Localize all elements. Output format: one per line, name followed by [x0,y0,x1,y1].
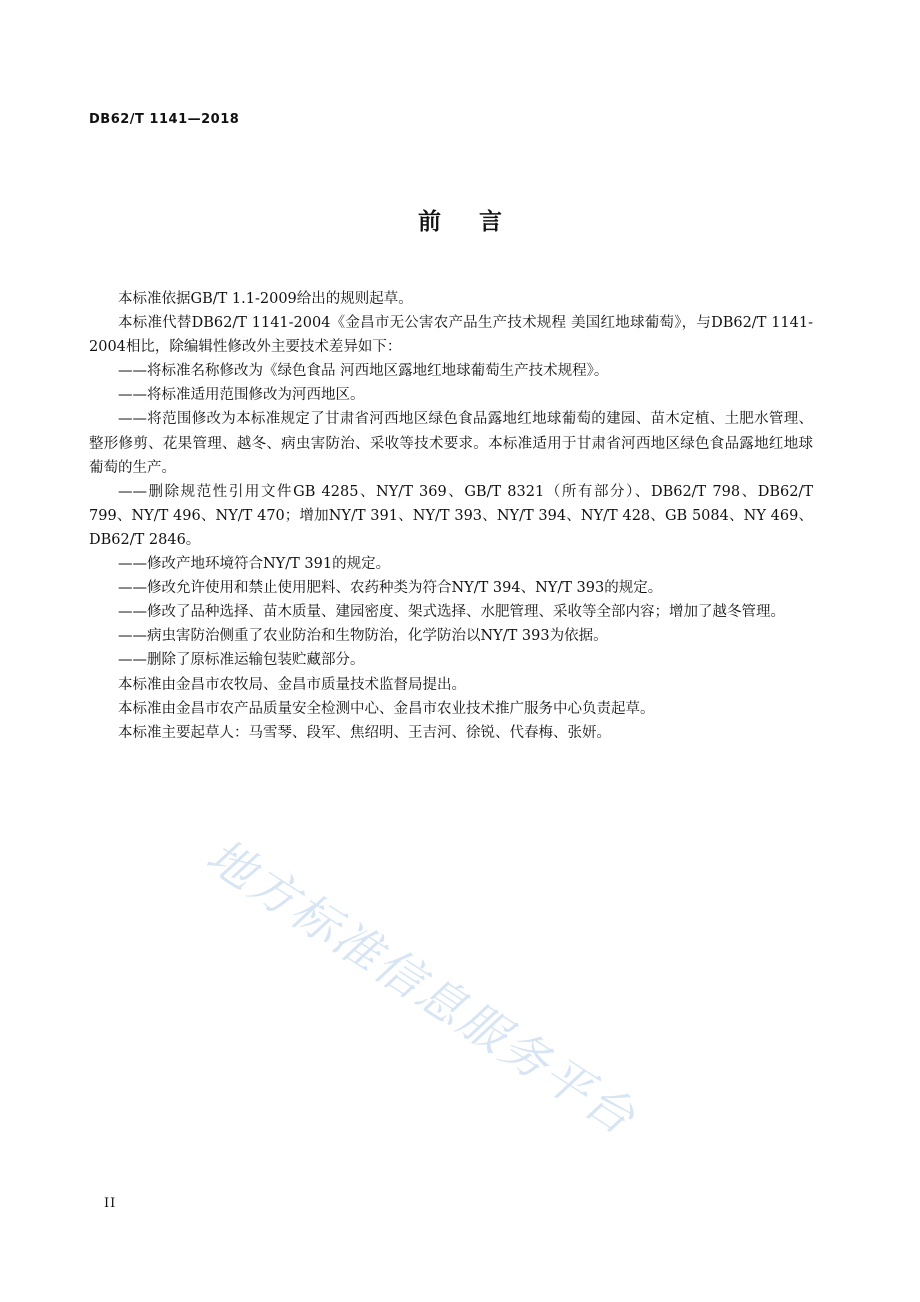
watermark: 地方标准信息服务平台 [196,828,646,1147]
paragraph: ——修改允许使用和禁止使用肥料、农药种类为符合NY/T 394、NY/T 393的规定。 [118,580,663,597]
paragraph: 本标准主要起草人：马雪琴、段军、焦绍明、王吉河、徐锐、代春梅、张妍。 [118,724,611,741]
paragraph: ——修改了品种选择、苗木质量、建园密度、架式选择、水肥管理、采收等全部内容；增加了越冬管理。 [118,604,785,621]
paragraph: ——删除了原标准运输包装贮藏部分。 [118,652,365,669]
paragraph: 本标准代替DB62/T 1141-2004《金昌市无公害农产品生产技术规程 美国红地球葡萄》，与DB62/T 1141-2004相比，除编辑性修改外主要技术差异如下： [89,315,813,356]
page-title: 前言 [418,209,540,235]
page-number: II [104,1196,117,1211]
paragraph: 本标准由金昌市农产品质量安全检测中心、金昌市农业技术推广服务中心负责起草。 [118,700,655,717]
paragraph: ——将标准适用范围修改为河西地区。 [118,387,365,404]
paragraph: 本标准由金昌市农牧局、金昌市质量技术监督局提出。 [118,676,466,693]
paragraph: ——删除规范性引用文件GB 4285、NY/T 369、GB/T 8321（所有部分）、DB62/T 798、DB62/T 799、NY/T 496、NY/T 470；增加NY/T 391、NY/T 393、NY/T 394、NY/T 428、GB 5084、NY 469、DB62/T 2846。 [89,483,813,548]
document-code: DB62/T 1141—2018 [89,112,240,127]
paragraph: ——修改产地环境符合NY/T 391的规定。 [118,556,391,573]
paragraph: ——病虫害防治侧重了农业防治和生物防治，化学防治以NY/T 393为依据。 [118,628,608,645]
body-text [89,287,813,745]
paragraph: ——将范围修改为本标准规定了甘肃省河西地区绿色食品露地红地球葡萄的建园、苗木定植、土肥水管理、整形修剪、花果管理、越冬、病虫害防治、采收等技术要求。本标准适用于甘肃省河西地区绿色食品露地红地球葡萄的生产。 [89,411,813,476]
paragraph: 本标准依据GB/T 1.1-2009给出的规则起草。 [118,291,413,307]
paragraph: ——将标准名称修改为《绿色食品 河西地区露地红地球葡萄生产技术规程》。 [118,363,609,380]
